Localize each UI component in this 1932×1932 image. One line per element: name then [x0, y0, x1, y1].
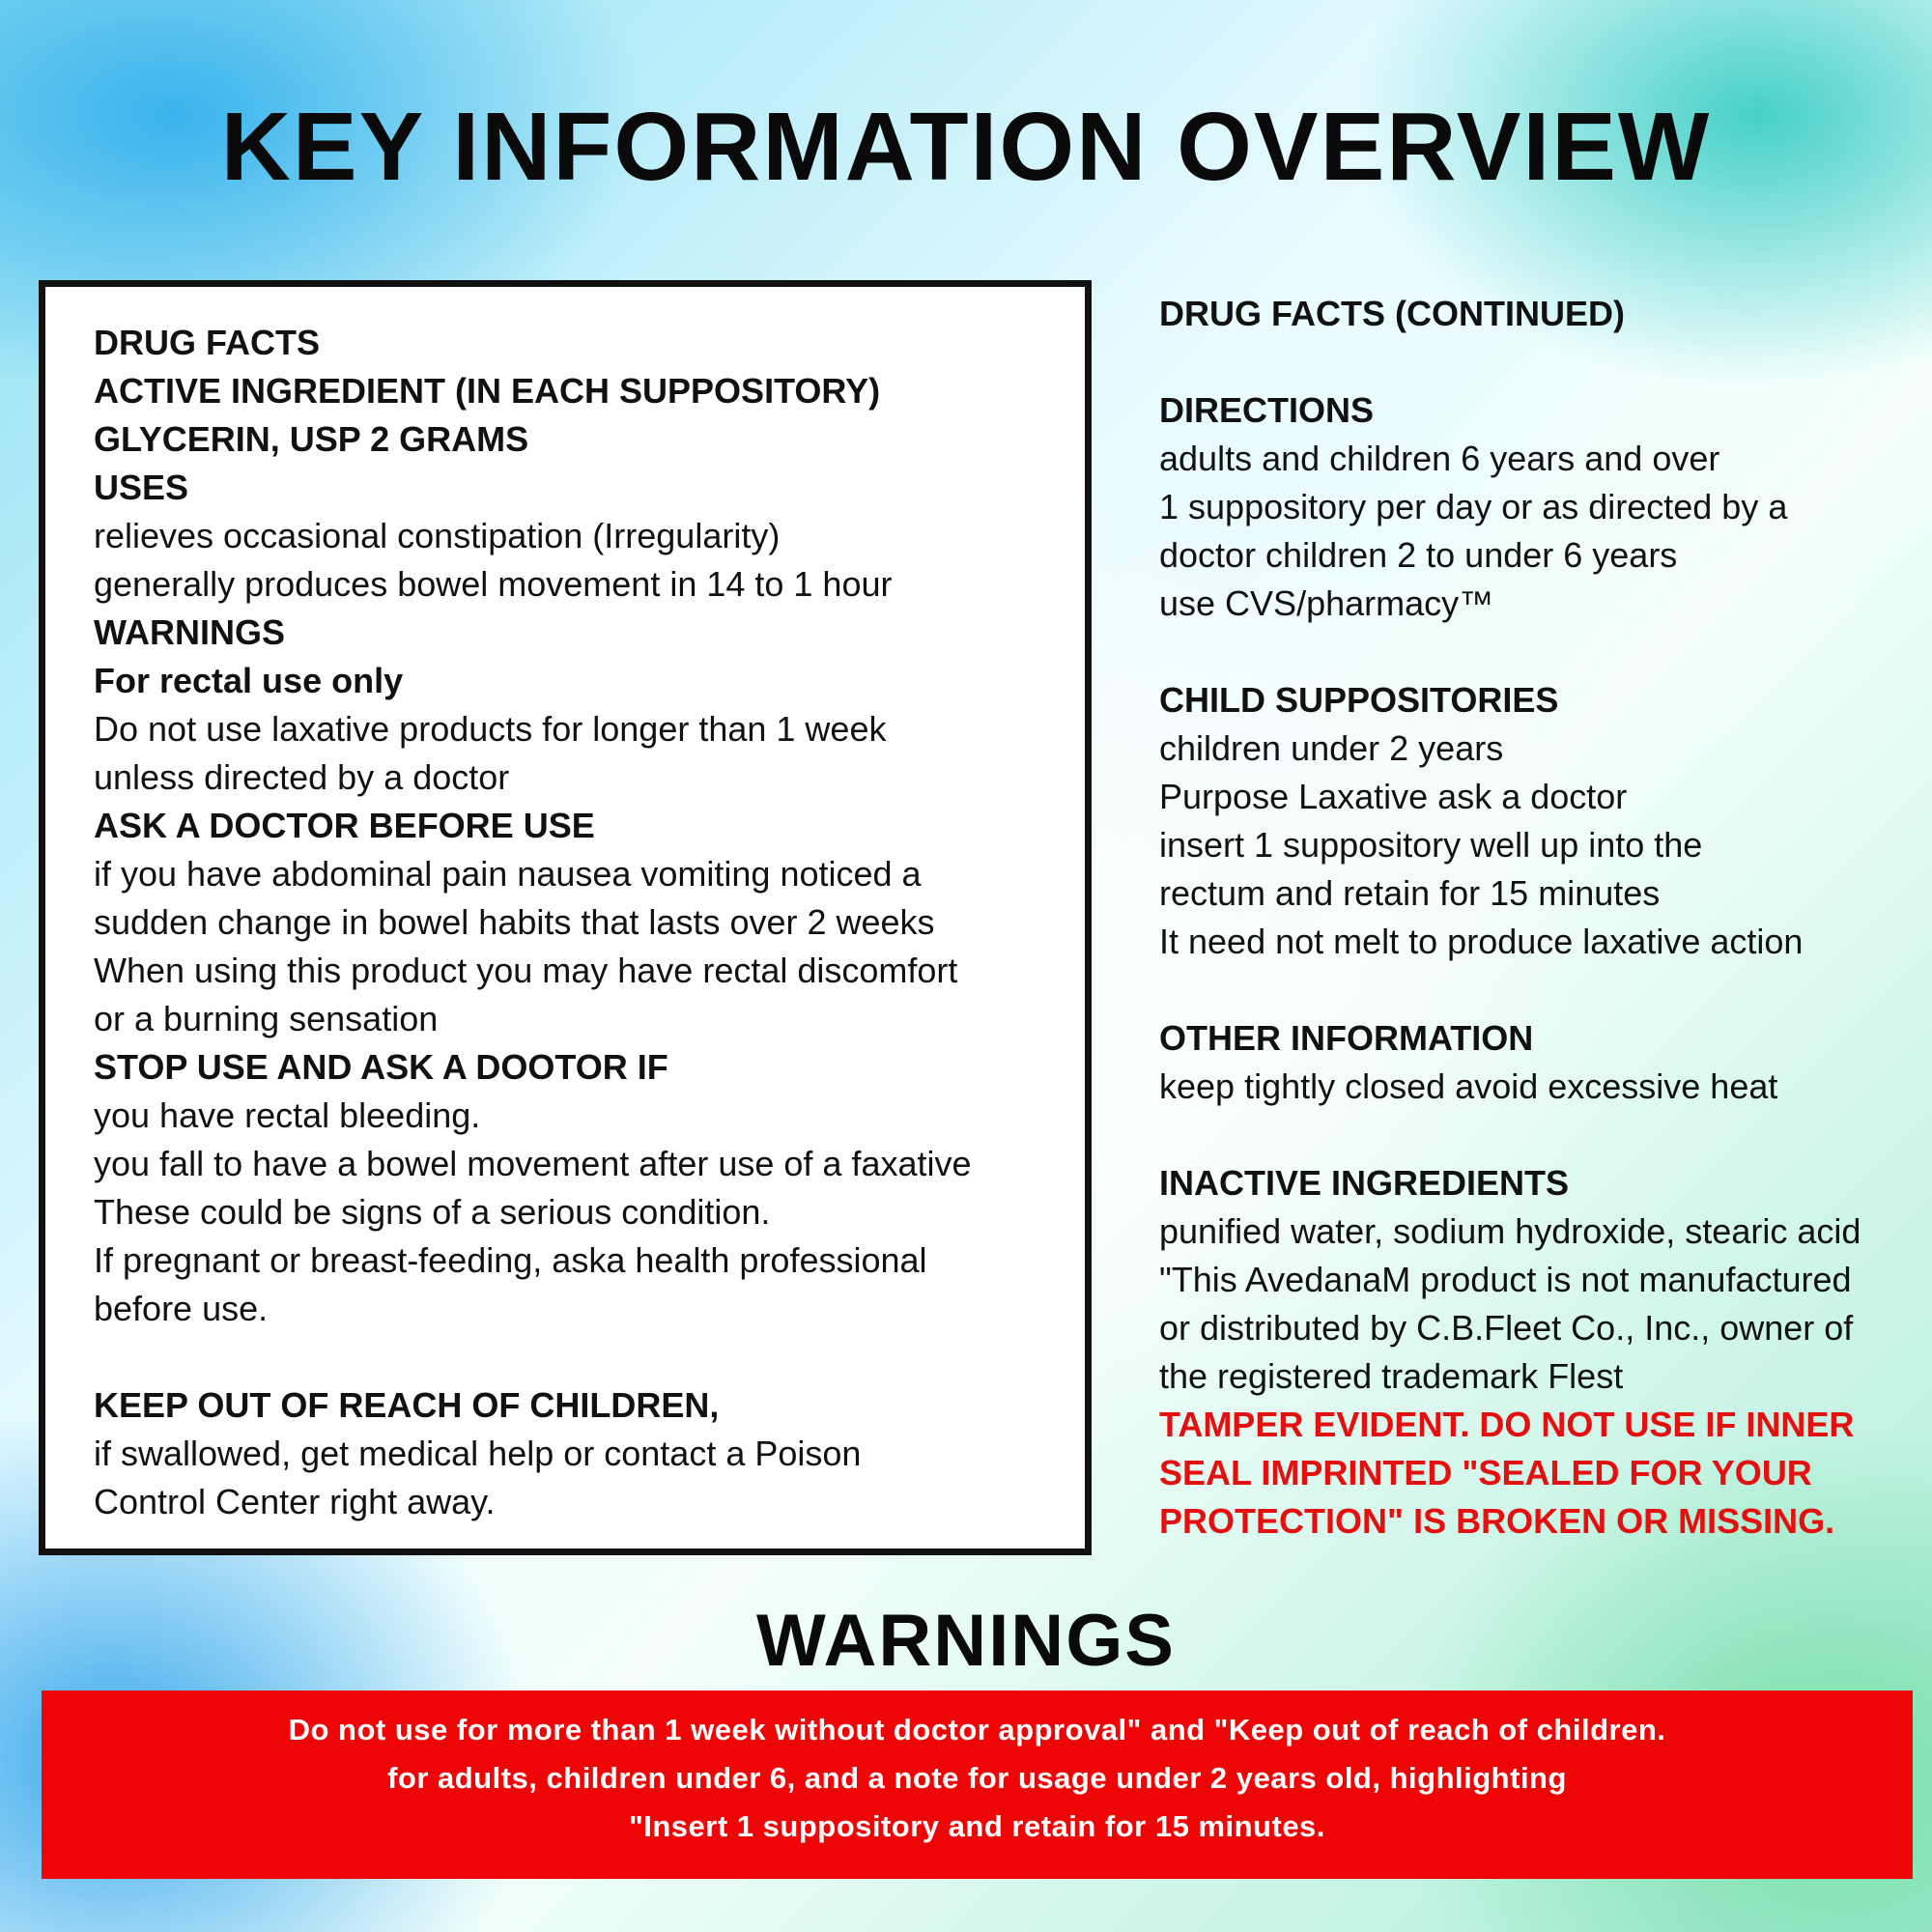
inactive-ingredients-heading: INACTIVE INGREDIENTS — [1159, 1163, 1570, 1203]
uses-line: relieves occasional constipation (Irregularity) — [94, 516, 781, 555]
ask-doctor-line: or a burning sensation — [94, 999, 439, 1038]
other-information-heading: OTHER INFORMATION — [1159, 1018, 1534, 1058]
drug-facts-box — [39, 280, 1092, 1555]
warnings-heading-small: WARNINGS — [94, 612, 285, 652]
tamper-evident-warning: SEAL IMPRINTED "SEALED FOR YOUR — [1159, 1453, 1812, 1492]
inactive-ingredients-line: "This AvedanaM product is not manufactured — [1159, 1260, 1852, 1299]
stop-use-line: you fall to have a bowel movement after use of a faxative — [94, 1144, 972, 1183]
warnings-banner — [42, 1690, 1913, 1879]
other-information-line: keep tightly closed avoid excessive heat — [1159, 1066, 1778, 1106]
stop-use-line: you have rectal bleeding. — [94, 1095, 481, 1135]
ask-doctor-line: When using this product you may have rectal discomfort — [94, 951, 958, 990]
keep-out-heading: KEEP OUT OF REACH OF CHILDREN, — [94, 1385, 720, 1425]
rectal-use-note: For rectal use only — [94, 661, 404, 700]
tamper-evident-warning: PROTECTION" IS BROKEN OR MISSING. — [1159, 1501, 1835, 1541]
drug-facts-heading: DRUG FACTS — [94, 323, 320, 362]
directions-line: adults and children 6 years and over — [1159, 439, 1720, 478]
stop-use-line: These could be signs of a serious condition. — [94, 1192, 771, 1232]
inactive-ingredients-line: the registered trademark Flest — [1159, 1356, 1624, 1396]
active-ingredient-value: GLYCERIN, USP 2 GRAMS — [94, 419, 529, 459]
ask-doctor-heading: ASK A DOCTOR BEFORE USE — [94, 806, 595, 845]
directions-line: doctor children 2 to under 6 years — [1159, 535, 1678, 575]
spacer — [94, 1333, 1040, 1381]
uses-heading: USES — [94, 468, 189, 507]
keep-out-line: Control Center right away. — [94, 1482, 496, 1521]
drug-facts-continued-heading: DRUG FACTS (CONTINUED) — [1159, 294, 1625, 333]
inactive-ingredients-line: punified water, sodium hydroxide, stearic acid — [1159, 1211, 1861, 1251]
child-suppositories-line: Purpose Laxative ask a doctor — [1159, 777, 1628, 816]
directions-heading: DIRECTIONS — [1159, 390, 1375, 430]
child-suppositories-line: insert 1 suppository well up into the — [1159, 825, 1703, 865]
warnings-heading: WARNINGS — [756, 1600, 1176, 1682]
directions-line: 1 suppository per day or as directed by a — [1159, 487, 1788, 526]
spacer — [1159, 1111, 1927, 1159]
inactive-ingredients-line: or distributed by C.B.Fleet Co., Inc., owner of — [1159, 1308, 1854, 1348]
child-suppositories-line: It need not melt to produce laxative action — [1159, 922, 1804, 961]
stop-use-heading: STOP USE AND ASK A DOOTOR IF — [94, 1047, 668, 1087]
warnings-line: unless directed by a doctor — [94, 757, 510, 797]
stop-use-line: before use. — [94, 1289, 269, 1328]
child-suppositories-line: rectum and retain for 15 minutes — [1159, 873, 1661, 913]
warnings-banner-line: Do not use for more than 1 week without doctor approval" and "Keep out of reach of children. — [288, 1713, 1666, 1747]
stop-use-line: If pregnant or breast-feeding, aska health professional — [94, 1240, 927, 1280]
child-suppositories-heading: CHILD SUPPOSITORIES — [1159, 680, 1559, 720]
spacer — [1159, 628, 1927, 676]
ask-doctor-line: sudden change in bowel habits that lasts over 2 weeks — [94, 902, 935, 942]
uses-line: generally produces bowel movement in 14 to 1 hour — [94, 564, 893, 604]
drug-facts-continued-column — [1159, 290, 1927, 1546]
spacer — [1159, 338, 1927, 386]
warnings-banner-line: "Insert 1 suppository and retain for 15 minutes. — [629, 1809, 1325, 1843]
active-ingredient-heading: ACTIVE INGREDIENT (IN EACH SUPPOSITORY) — [94, 371, 881, 411]
child-suppositories-line: children under 2 years — [1159, 728, 1504, 768]
page-title: KEY INFORMATION OVERVIEW — [220, 93, 1712, 201]
tamper-evident-warning: TAMPER EVIDENT. DO NOT USE IF INNER — [1159, 1405, 1855, 1444]
warnings-banner-line: for adults, children under 6, and a note for usage under 2 years old, highlighting — [387, 1761, 1567, 1795]
keep-out-line: if swallowed, get medical help or contact a Poison — [94, 1434, 862, 1473]
ask-doctor-line: if you have abdominal pain nausea vomiting noticed a — [94, 854, 922, 894]
spacer — [1159, 966, 1927, 1014]
warnings-line: Do not use laxative products for longer than 1 week — [94, 709, 887, 749]
directions-line: use CVS/pharmacy™ — [1159, 583, 1494, 623]
